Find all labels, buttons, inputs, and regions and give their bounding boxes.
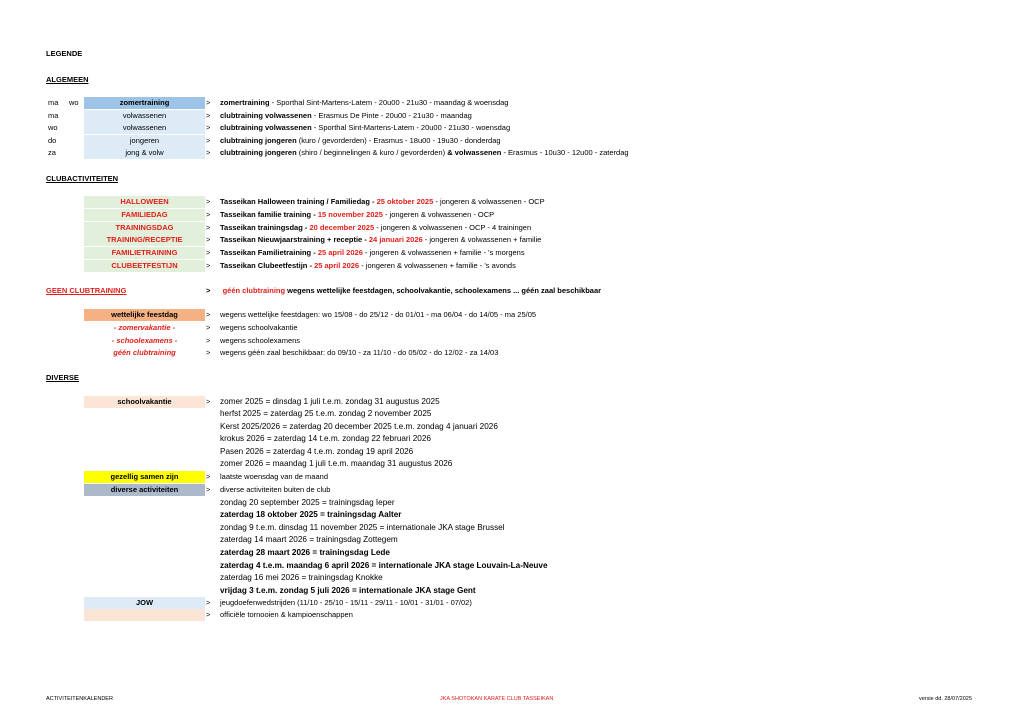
geen-row	[0, 322, 1024, 334]
legend-cell: TRAINING/RECEPTIE	[84, 234, 205, 246]
desc-bold: clubtraining volwassenen	[220, 123, 312, 132]
footer-center: JKA SHOTOKAN KARATE CLUB TASSEIKAN	[440, 696, 554, 702]
desc-rest: - jongeren & volwassenen + familie - 's morgens	[362, 248, 525, 258]
legend-cell: jongeren	[84, 135, 205, 147]
page-title: LEGENDE	[46, 49, 83, 58]
algemeen-row	[0, 135, 1024, 147]
row-description	[220, 196, 545, 208]
arrow-icon: >	[206, 197, 211, 206]
day-2: wo	[69, 98, 79, 107]
arrow-icon: >	[206, 397, 211, 406]
diverse-line: zaterdag 14 maart 2026 = trainingsdag Zottegem	[220, 535, 398, 545]
desc-rest: - Erasmus De Pinte - 20u00 - 21u30 - maandag	[311, 110, 472, 120]
section-geen: GEEN CLUBTRAINING	[46, 286, 127, 295]
arrow-icon: >	[206, 610, 211, 619]
row-description: wegens géén zaal beschikbaar: do 09/10 - za 11/10 - do 05/02 - do 12/02 - za 14/03	[220, 348, 499, 358]
row-description: officiële tornooien & kampioenschappen	[220, 610, 353, 619]
arrow-icon: >	[206, 472, 211, 481]
arrow-icon: >	[206, 286, 211, 295]
row-description	[220, 122, 510, 134]
diverse-line: zondag 20 september 2025 = trainingsdag Ieper	[220, 497, 395, 507]
desc-rest: (kuro / gevorderden) - Erasmus - 18u00 - 19u30 - donderdag	[296, 135, 501, 145]
arrow-icon: >	[206, 222, 211, 232]
arrow-icon: >	[206, 110, 211, 120]
arrow-icon: >	[206, 248, 211, 258]
desc-date: 25 april 2026	[317, 248, 363, 258]
desc-sep: -	[307, 261, 315, 270]
section-diverse: DIVERSE	[46, 373, 79, 382]
desc-bold: clubtraining jongeren	[220, 135, 297, 145]
jow-row	[0, 597, 1024, 609]
geen-row	[0, 347, 1024, 359]
club-row	[0, 222, 1024, 234]
arrow-icon: >	[206, 322, 211, 332]
day-1: wo	[48, 123, 58, 132]
legend-cell: gezellig samen zijn	[84, 471, 205, 483]
day-1: ma	[48, 98, 59, 107]
geen-row	[0, 335, 1024, 347]
row-description	[220, 222, 531, 234]
desc-bold: Tasseikan trainingsdag	[220, 222, 303, 232]
club-row	[0, 196, 1024, 208]
algemeen-row	[0, 122, 1024, 134]
desc-sep: -	[302, 222, 310, 232]
desc-sep: -	[311, 248, 318, 258]
schoolvakantie-line: Pasen 2026 = zaterdag 4 t.e.m. zondag 19 april 2026	[220, 446, 414, 456]
schoolvakantie-line: zomer 2025 = dinsdag 1 juli t.e.m. zondag 31 augustus 2025	[220, 397, 440, 406]
desc-rest: - jongeren & volwassenen + familie	[422, 235, 542, 245]
row-description	[220, 260, 516, 272]
diverse-line-row	[0, 572, 1024, 584]
desc-date: 15 november 2025	[317, 209, 383, 219]
desc-bold: clubtraining jongeren	[220, 148, 297, 157]
legend-cell: - zomervakantie -	[113, 322, 176, 332]
row-description	[220, 234, 541, 246]
diverse-line-row	[0, 509, 1024, 521]
diverse-line-row	[0, 534, 1024, 546]
section-clubactiviteiten: CLUBACTIVITEITEN	[46, 174, 119, 183]
legend-cell: géén clubtraining	[113, 348, 176, 358]
desc-rest-2: - Erasmus - 10u30 - 12u00 - zaterdag	[501, 148, 629, 157]
legend-cell: wettelijke feestdag	[84, 309, 205, 321]
schoolvakantie-line: krokus 2026 = zaterdag 14 t.e.m. zondag 22 februari 2026	[220, 434, 431, 444]
row-description: diverse activiteiten buiten de club	[220, 485, 331, 494]
day-1: za	[48, 148, 56, 157]
desc-bold: zomertraining	[220, 98, 270, 107]
schoolvakantie-row	[0, 458, 1024, 470]
desc-rest: - jongeren & volwassenen - OCP - 4 trainingen	[374, 222, 532, 232]
row-description	[220, 247, 525, 259]
desc-bold-2: & volwassenen	[447, 148, 502, 157]
footer-right: versie dd. 28/07/2025	[919, 696, 972, 702]
diverse-line: vrijdag 3 t.e.m. zondag 5 juli 2026 = internationale JKA stage Gent	[220, 585, 476, 595]
desc-bold: Tasseikan Familietraining	[220, 248, 312, 258]
club-row	[0, 247, 1024, 259]
row-description: laatste woensdag van de maand	[220, 472, 328, 481]
arrow-icon: >	[206, 310, 211, 319]
footer-left: ACTIVITEITENKALENDER	[46, 696, 113, 702]
desc-rest: - Sporthal Sint-Martens-Latem - 20u00 - 21u30 - maandag & woensdag	[269, 98, 509, 107]
diverse-line: zondag 9 t.e.m. dinsdag 11 november 2025 = internationale JKA stage Brussel	[220, 522, 505, 532]
arrow-icon: >	[206, 235, 211, 245]
legend-cell: - schoolexamens -	[111, 335, 178, 345]
desc-bold: Tasseikan Clubeetfestijn	[220, 261, 308, 270]
desc-rest: - jongeren & volwassenen + familie - 's avonds	[359, 261, 516, 270]
row-description	[220, 135, 501, 147]
schoolvakantie-line: Kerst 2025/2026 = zaterdag 20 december 2025 t.e.m. zondag 4 januari 2026	[220, 421, 498, 431]
desc-date: 25 april 2026	[314, 261, 360, 270]
row-description	[220, 97, 508, 109]
section-algemeen: ALGEMEEN	[46, 75, 89, 84]
row-description	[220, 209, 494, 221]
arrow-icon: >	[206, 598, 211, 607]
diverse-line: zaterdag 16 mei 2026 = trainingsdag Knokke	[220, 573, 383, 583]
gezellig-row	[0, 471, 1024, 483]
club-row	[0, 234, 1024, 246]
geen-line-rest: wegens wettelijke feestdagen, schoolvakantie, schoolexamens ... géén zaal beschikbaar	[285, 286, 602, 295]
geen-clubtraining-heading	[46, 285, 126, 297]
algemeen-row	[0, 110, 1024, 122]
desc-sep: -	[311, 209, 318, 219]
algemeen-row	[0, 147, 1024, 159]
legend-cell: CLUBEETFESTIJN	[84, 260, 205, 272]
geen-row	[0, 309, 1024, 321]
legend-cell: FAMILIETRAINING	[84, 247, 205, 259]
schoolvakantie-row	[0, 396, 1024, 408]
diverse-row	[0, 484, 1024, 496]
row-description	[220, 147, 629, 159]
diverse-line-row	[0, 497, 1024, 509]
legend-cell: diverse activiteiten	[84, 484, 205, 496]
legend-cell: JOW	[84, 597, 205, 609]
row-description	[220, 110, 472, 122]
algemeen-row	[0, 97, 1024, 109]
geen-clubtraining-line	[206, 285, 601, 297]
desc-rest: - Sporthal Sint-Martens-Latem - 20u00 - 21u30 - woensdag	[311, 123, 511, 132]
legend-cell: TRAININGSDAG	[84, 222, 205, 234]
arrow-icon: >	[206, 348, 211, 358]
desc-bold: Tasseikan Nieuwjaarstraining + receptie	[220, 235, 363, 245]
officieel-row	[0, 609, 1024, 621]
schoolvakantie-row	[0, 446, 1024, 458]
diverse-line: zaterdag 18 oktober 2025 = trainingsdag Aalter	[220, 510, 402, 520]
row-description: wegens wettelijke feestdagen: wo 15/08 - do 25/12 - do 01/01 - ma 06/04 - do 14/05 - ma 25/05	[220, 310, 537, 319]
diverse-line-row	[0, 547, 1024, 559]
schoolvakantie-row	[0, 408, 1024, 420]
arrow-icon: >	[206, 261, 211, 270]
arrow-icon: >	[206, 148, 211, 157]
diverse-line: zaterdag 4 t.e.m. maandag 6 april 2026 = internationale JKA stage Louvain-La-Neuve	[220, 560, 548, 570]
desc-sep: -	[369, 197, 377, 206]
legend-cell: HALLOWEEN	[84, 196, 205, 208]
desc-bold: clubtraining volwassenen	[220, 110, 312, 120]
schoolvakantie-line: herfst 2025 = zaterdag 25 t.e.m. zondag 2 november 2025	[220, 409, 432, 419]
legend-cell: schoolvakantie	[84, 396, 205, 408]
desc-date: 20 december 2025	[309, 222, 375, 232]
arrow-icon: >	[206, 135, 211, 145]
schoolvakantie-row	[0, 433, 1024, 445]
row-description: wegens schoolvakantie	[220, 322, 298, 332]
arrow-icon: >	[206, 123, 211, 132]
geen-line-red: géén clubtraining	[222, 286, 286, 295]
diverse-line-row	[0, 560, 1024, 572]
legend-cell: volwassenen	[84, 110, 205, 122]
desc-bold: Tasseikan Halloween training / Familiedag	[220, 197, 370, 206]
legend-cell: volwassenen	[84, 122, 205, 134]
desc-rest: - jongeren & volwassenen - OCP	[433, 197, 545, 206]
row-description: jeugdoefenwedstrijden (11/10 - 25/10 - 15/11 - 29/11 - 10/01 - 31/01 - 07/02)	[220, 598, 472, 607]
schoolvakantie-row	[0, 421, 1024, 433]
diverse-line-row	[0, 585, 1024, 597]
desc-bold: Tasseikan familie training	[220, 209, 312, 219]
club-row	[0, 260, 1024, 272]
diverse-line: zaterdag 28 maart 2026 = trainingsdag Lede	[220, 547, 390, 557]
day-1: ma	[48, 110, 59, 120]
schoolvakantie-line: zomer 2026 = maandag 1 juli t.e.m. maandag 31 augustus 2026	[220, 459, 453, 468]
arrow-icon: >	[206, 335, 211, 345]
club-row	[0, 209, 1024, 221]
arrow-icon: >	[206, 98, 211, 107]
desc-sep: -	[362, 235, 369, 245]
arrow-icon: >	[206, 209, 211, 219]
legend-cell	[84, 609, 205, 621]
legend-cell: zomertraining	[84, 97, 205, 109]
row-description: wegens schoolexamens	[220, 335, 301, 345]
legend-cell: FAMILIEDAG	[84, 209, 205, 221]
desc-rest: (shiro / beginnelingen & kuro / gevorderden)	[296, 148, 448, 157]
desc-date: 24 januari 2026	[368, 235, 423, 245]
legend-cell: jong & volw	[84, 147, 205, 159]
desc-rest: - jongeren & volwassenen - OCP	[382, 209, 495, 219]
day-1: do	[48, 135, 57, 145]
arrow-icon: >	[206, 485, 211, 494]
diverse-line-row	[0, 522, 1024, 534]
desc-date: 25 oktober 2025	[376, 197, 434, 206]
